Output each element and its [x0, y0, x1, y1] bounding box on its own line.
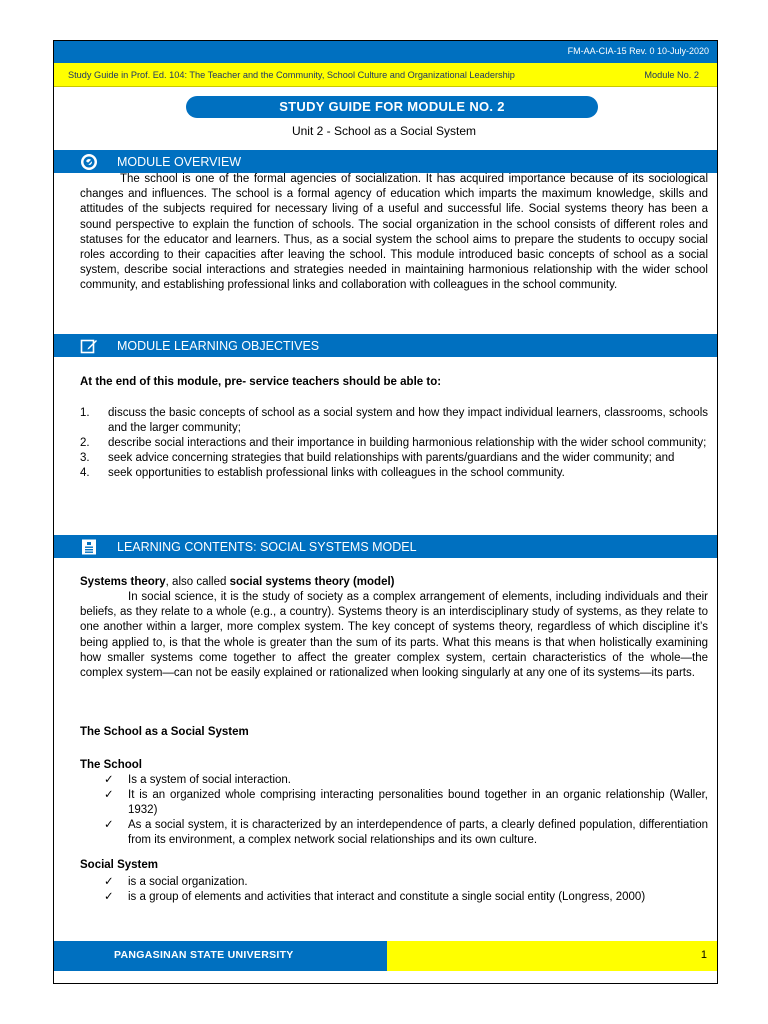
page-title: STUDY GUIDE FOR MODULE NO. 2 [186, 96, 598, 118]
list-item: ✓ Is a system of social interaction. [104, 774, 291, 786]
systems-theory-line: Systems theory, also called social systems theory (model) [80, 576, 395, 588]
list-item: ✓ As a social system, it is characterized by an interdependence of parts, a clearly defined population, differentiation from its environment, a complex network social relationships and its own culture. [104, 819, 708, 846]
school-social-heading: The School as a Social System [80, 726, 249, 738]
overview-text: The school is one of the formal agencies of socialization. It has acquired importance because of its sociological changes and influences. The school is a formal agency of education which imparts the maximum knowledge, skills and attitudes of the subjects required for necessary living of a useful and successful life. Social systems theory has been a sound perspective to explain the function of schools. The social organization in the school consists of different roles and statuses for the educator and learners. Thus, as a social system the school aims to prepare the students to occupy social roles according to their capacities after leaving the school. This module introduced basic concepts of school as a social system, describe social interactions and strategies needed in maintaining harmonious relationship with the wider school community, and establishing professional links and collaboration with colleagues in the school community. [80, 173, 708, 292]
objectives-heading-bar [54, 334, 717, 357]
list-item: ✓ is a social organization. [104, 876, 248, 888]
pencil-icon [80, 337, 98, 355]
check-icon: ✓ [104, 891, 114, 903]
systems-theory-text: In social science, it is the study of society as a complex arrangement of elements, including individuals and their beliefs, as they relate to a whole (e.g., a country). Systems theory is an interdisciplinary study of systems, as they relate to one another within a larger, more complex system. The key concept of systems theory, regardless of which discipline it’s being applied to, is that the whole is greater than the sum of its parts. What this means is that when holistically examining how smaller systems come together to affect the greater complex system, certain characteristics of the whole—the complex system—can not be easily explained or rationalized when looking singularly at any one of its systems—its parts. [80, 591, 708, 680]
contents-heading: LEARNING CONTENTS: SOCIAL SYSTEMS MODEL [117, 540, 417, 554]
module-number: Module No. 2 [644, 70, 699, 80]
list-item: ✓ is a group of elements and activities that interact and constitute a single social entity (Longress, 2000) [104, 891, 646, 903]
objective-item: 2. describe social interactions and their importance in building harmonious relationship with the wider school community; [80, 437, 707, 449]
target-icon [80, 153, 98, 171]
school-heading: The School [80, 759, 142, 771]
overview-heading: MODULE OVERVIEW [117, 155, 242, 169]
footer-page-bar [387, 941, 717, 971]
objective-item: 4. seek opportunities to establish professional links with colleagues in the school community. [80, 467, 565, 479]
check-icon: ✓ [104, 789, 114, 801]
guide-title-bar [54, 63, 717, 87]
document-icon [80, 538, 98, 556]
page-number: 1 [700, 949, 707, 961]
objective-item: 1. discuss the basic concepts of school as a social system and how they impact individual learners, classrooms, schools and the larger community; [80, 407, 708, 434]
footer-university-bar [54, 941, 387, 971]
social-system-list [104, 875, 708, 905]
objectives-heading: MODULE LEARNING OBJECTIVES [117, 339, 320, 353]
university-name: PANGASINAN STATE UNIVERSITY [114, 949, 294, 961]
guide-title: Study Guide in Prof. Ed. 104: The Teacher and the Community, School Culture and Organizational Leadership [68, 70, 515, 80]
unit-title: Unit 2 - School as a Social System [291, 124, 477, 138]
header-bar [54, 41, 717, 63]
social-system-heading: Social System [80, 859, 158, 871]
list-item: ✓ It is an organized whole comprising interacting personalities bound together in an organic relationship (Waller, 1932) [104, 789, 708, 816]
objective-item: 3. seek advice concerning strategies that build relationships with parents/guardians and the wider community; and [80, 452, 675, 464]
objectives-intro: At the end of this module, pre- service teachers should be able to: [80, 376, 442, 388]
systems-term: Systems theory [80, 576, 166, 588]
check-icon: ✓ [104, 819, 114, 831]
check-icon: ✓ [104, 774, 114, 786]
systems-term-2: social systems theory (model) [229, 576, 395, 588]
form-code: FM-AA-CIA-15 Rev. 0 10-July-2020 [567, 46, 709, 56]
contents-heading-bar [54, 535, 717, 558]
check-icon: ✓ [104, 876, 114, 888]
overview-heading-bar [54, 150, 717, 173]
school-list [104, 773, 708, 848]
objectives-list [80, 406, 708, 481]
